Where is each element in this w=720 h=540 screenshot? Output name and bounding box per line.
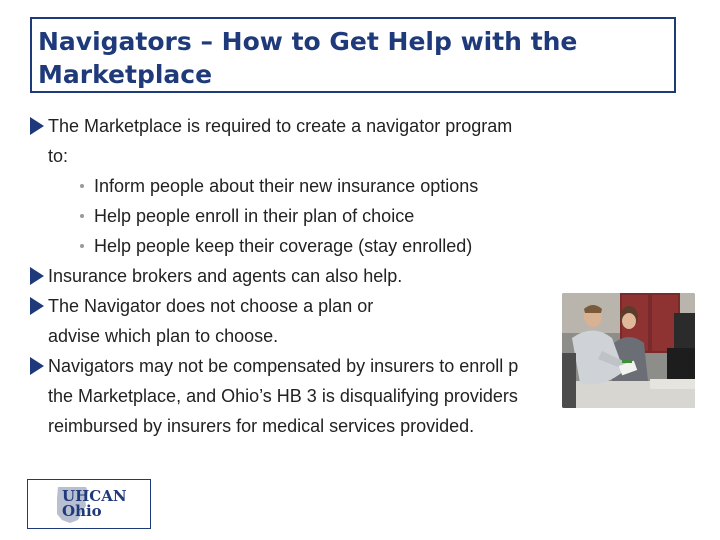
- bullet-text-1-line-1: The Marketplace is required to create a navigator program: [48, 116, 513, 136]
- slide-title-line-2: Marketplace: [38, 60, 213, 89]
- bullet-text-3-line-2: advise which plan to choose.: [48, 326, 279, 346]
- logo-line-1: UHCAN: [62, 487, 127, 505]
- sub-bullet-dot-icon: [80, 184, 84, 188]
- bullet-text-4-line-3: reimbursed by insurers for medical services provided.: [48, 416, 475, 436]
- bullet-text-2: Insurance brokers and agents can also help.: [48, 266, 403, 286]
- sub-bullet-text-3: Help people keep their coverage (stay enrolled): [94, 236, 473, 256]
- uhcan-ohio-logo: [27, 479, 151, 529]
- bullet-text-4-line-2: the Marketplace, and Ohio’s HB 3 is disqualifying providers: [48, 386, 518, 406]
- bullet-text-4-line-1: Navigators may not be compensated by insurers to enroll p: [48, 356, 519, 376]
- sub-bullet-text-1: Inform people about their new insurance options: [94, 176, 479, 196]
- bullet-text-1-line-2: to:: [48, 146, 69, 166]
- arrow-bullet-icon: [30, 357, 44, 375]
- arrow-bullet-icon: [30, 297, 44, 315]
- sub-bullet-dot-icon: [80, 214, 84, 218]
- bullet-text-3-line-1: The Navigator does not choose a plan or: [48, 296, 374, 316]
- sub-bullet-text-2: Help people enroll in their plan of choice: [94, 206, 415, 226]
- slide-title-line-1: Navigators – How to Get Help with the: [38, 27, 578, 56]
- arrow-bullet-icon: [30, 117, 44, 135]
- sub-bullet-dot-icon: [80, 244, 84, 248]
- logo-line-2: Ohio: [62, 502, 102, 520]
- navigator-photo: [562, 293, 695, 408]
- arrow-bullet-icon: [30, 267, 44, 285]
